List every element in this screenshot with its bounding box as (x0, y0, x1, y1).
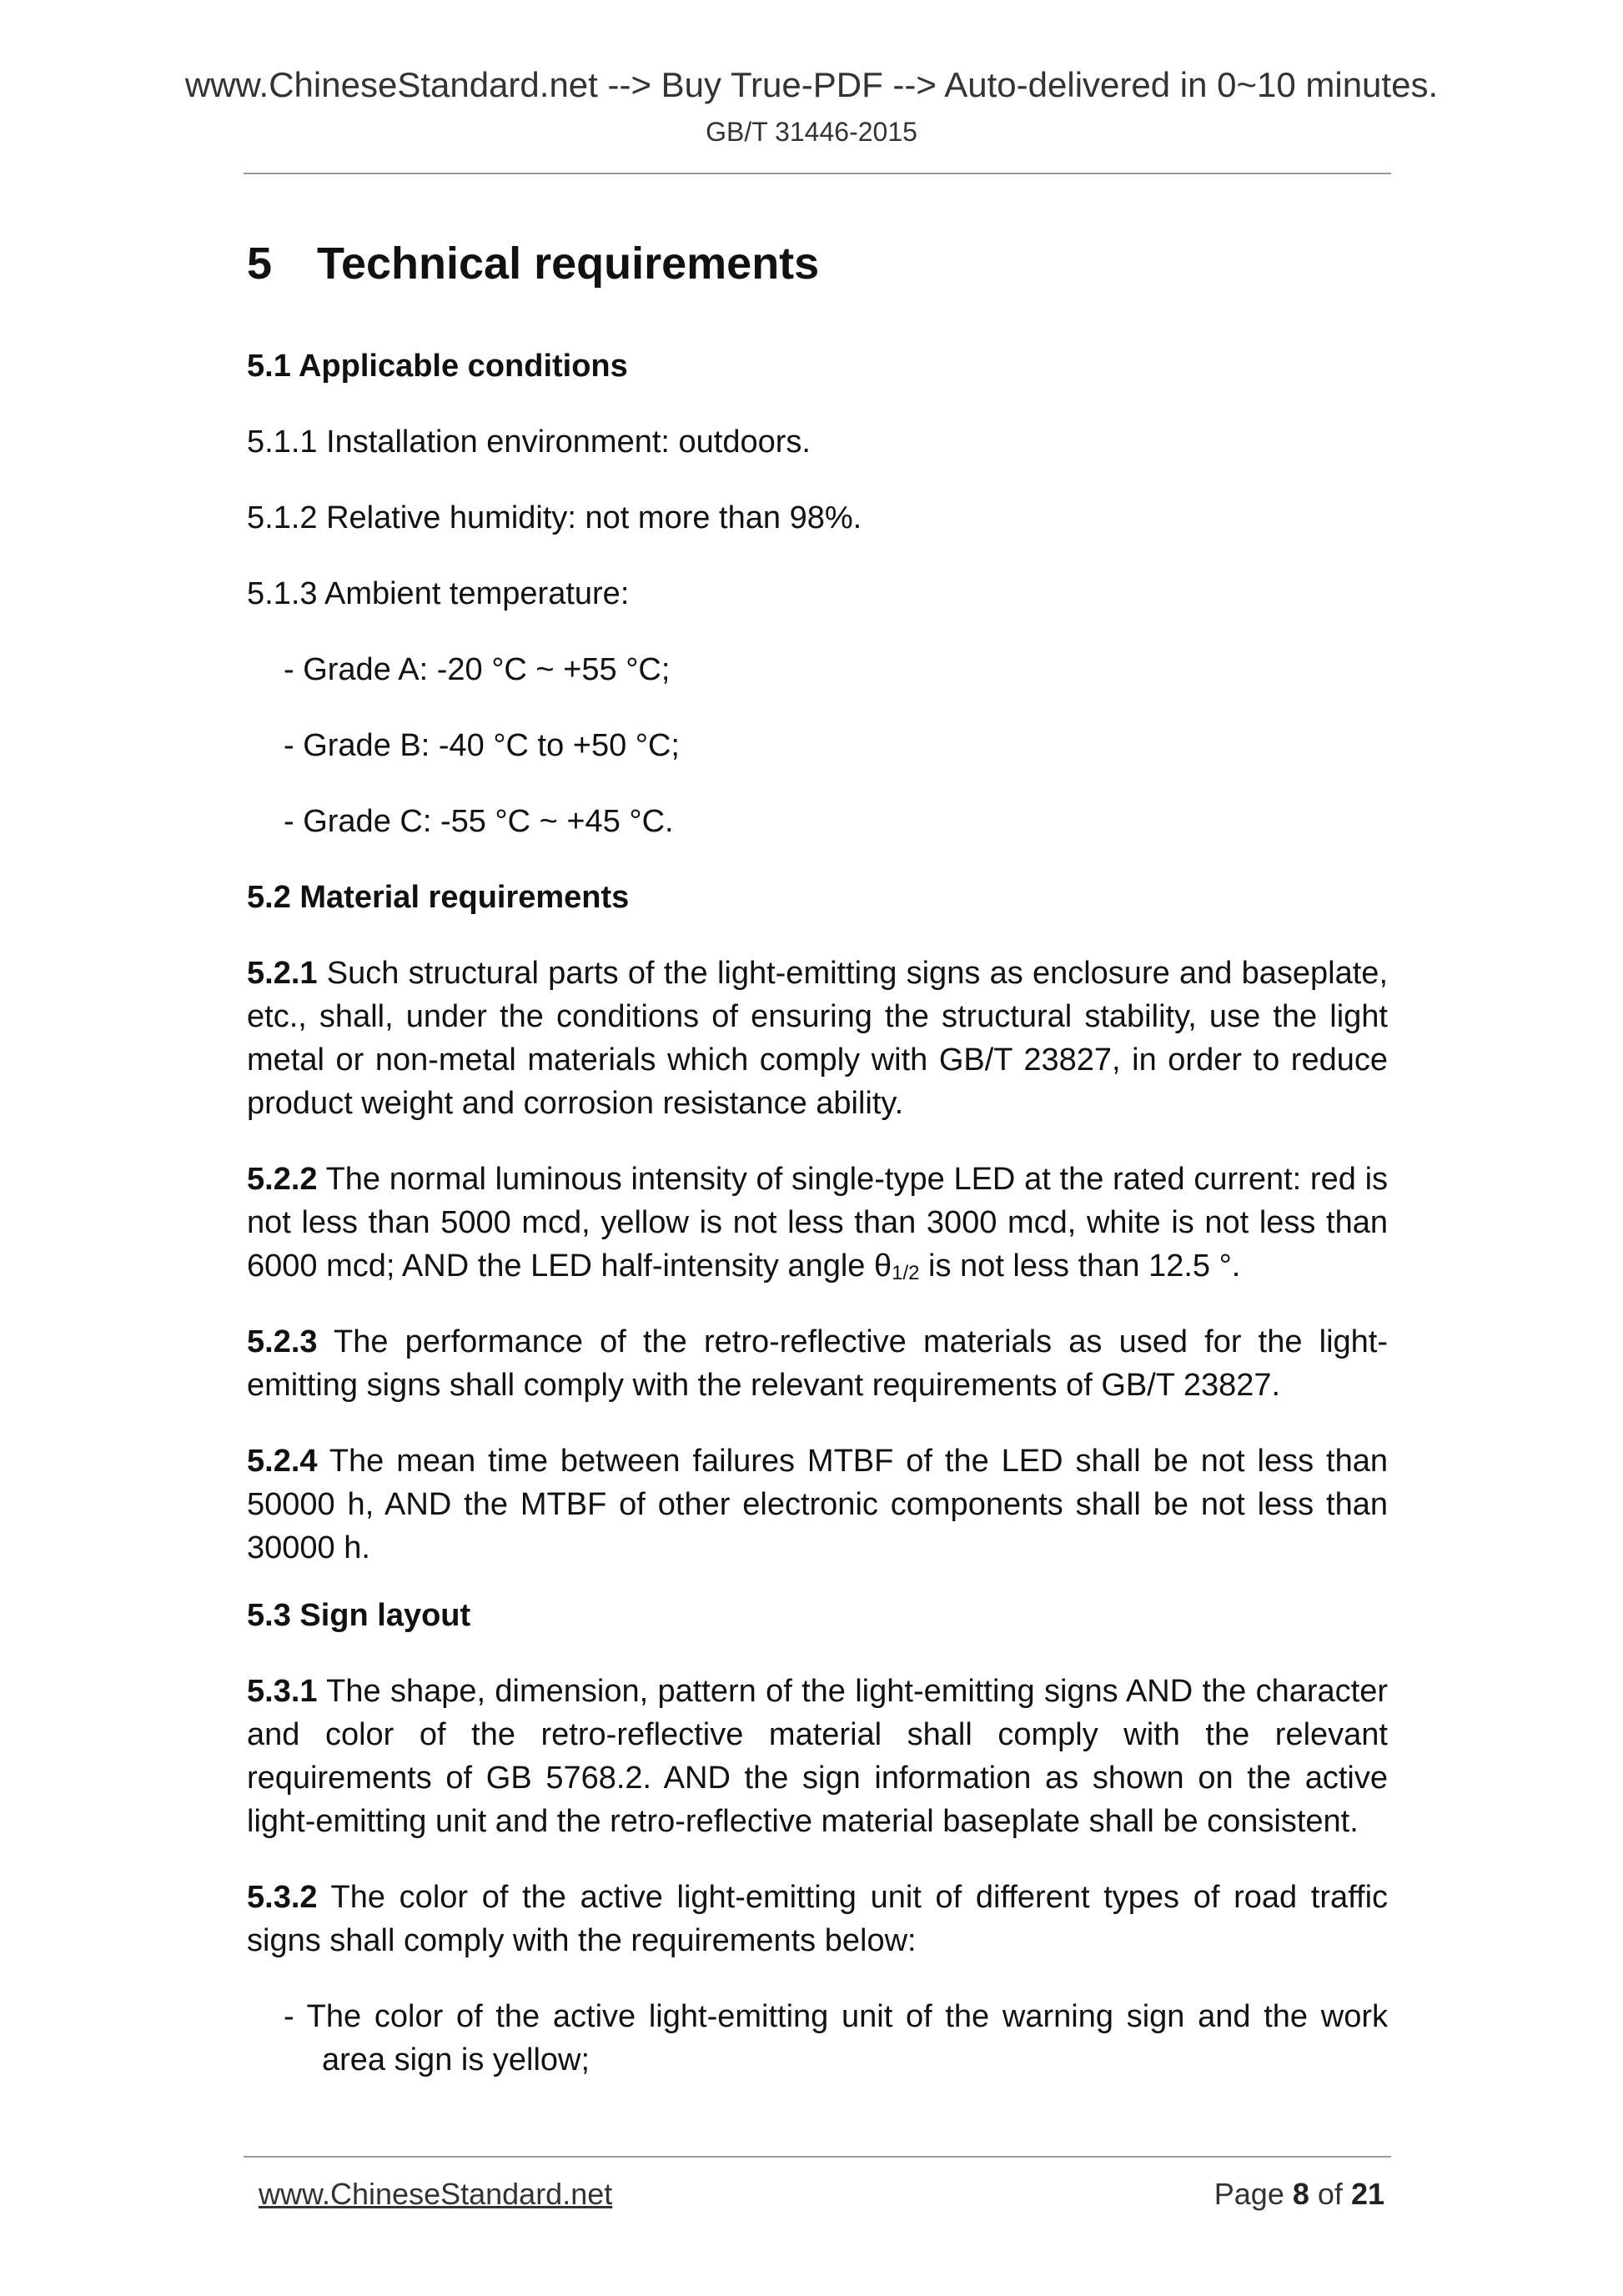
header-divider (244, 173, 1391, 174)
clause-number: 5.2.2 (247, 1162, 318, 1197)
footer-link[interactable]: www.ChineseStandard.net (259, 2177, 613, 2211)
subsection-heading-5-3: 5.3 Sign layout (247, 1598, 471, 1633)
page-header-standard-id: GB/T 31446-2015 (706, 117, 917, 147)
total-pages: 21 (1350, 2177, 1384, 2211)
subsection-heading-5-2: 5.2 Material requirements (247, 880, 630, 915)
clause-5-1-3: 5.1.3 Ambient temperature: (247, 576, 630, 611)
clause-5-2-3 (247, 1320, 1388, 1407)
clause-number: 5.2.4 (247, 1444, 318, 1479)
subscript: 1/2 (892, 1262, 920, 1284)
page-label: Page (1213, 2177, 1284, 2211)
clause-5-3-1 (247, 1670, 1388, 1843)
clause-5-1-1: 5.1.1 Installation environment: outdoors. (247, 425, 811, 460)
page-header-url: www.ChineseStandard.net --> Buy True-PDF --> Auto-delivered in 0~10 minutes. (184, 65, 1439, 104)
page-counter (1214, 2177, 1384, 2212)
grade-b-item: - Grade B: -40 °C to +50 °C; (284, 728, 680, 763)
warning-sign-color-item: - The color of the active light-emitting unit of the warning sign and the work area sign is yellow; (284, 1999, 1388, 2077)
clause-text: The shape, dimension, pattern of the light-emitting signs AND the character and color of the retro-reflective material shall comply with the relevant requirements of GB 5768.2. AND the sign information as shown on the active light-emitting unit and the retro-reflective material baseplate shall be consistent. (247, 1674, 1388, 1839)
clause-5-1-2: 5.1.2 Relative humidity: not more than 98%. (247, 500, 862, 535)
clause-text: The mean time between failures MTBF of the LED shall be not less than 50000 h, AND the MTBF of other electronic components shall be not less than 30000 h. (247, 1444, 1388, 1565)
clause-text: Such structural parts of the light-emitting signs as enclosure and baseplate, etc., shall, under the conditions of ensuring the structural stability, use the light metal or non-metal materials which comply with GB/T 23827, in order to reduce product weight and corrosion resistance ability. (247, 956, 1389, 1121)
of-label: of (1317, 2177, 1343, 2211)
grade-a-item: - Grade A: -20 °C ~ +55 °C; (284, 652, 671, 687)
section-heading (247, 238, 819, 289)
grade-c-item: - Grade C: -55 °C ~ +45 °C. (284, 804, 674, 839)
clause-number: 5.3.2 (247, 1880, 318, 1915)
clause-text-end: is not less than 12.5 °. (928, 1248, 1241, 1284)
clause-5-2-1 (247, 952, 1388, 1125)
clause-number: 5.3.1 (247, 1674, 318, 1709)
footer-divider (244, 2156, 1391, 2158)
clause-text: The normal luminous intensity of single-type LED at the rated current: red is not less than 5000 mcd, yellow is not less than 3000 mcd, white is not less than 6000 mcd; AND the LED half-intensity angle θ (247, 1162, 1389, 1284)
clause-text: The performance of the retro-reflective materials as used for the light-emitting signs shall comply with the relevant requirements of GB/T 23827. (247, 1324, 1389, 1403)
clause-text: The color of the active light-emitting unit of different types of road traffic signs shall comply with the requirements below: (247, 1880, 1389, 1958)
current-page: 8 (1292, 2177, 1309, 2211)
section-title: Technical requirements (317, 239, 820, 289)
clause-number: 5.2.3 (247, 1324, 318, 1359)
clause-number: 5.2.1 (247, 956, 318, 991)
clause-5-3-2 (247, 1876, 1388, 1962)
clause-5-2-2 (247, 1158, 1388, 1288)
subsection-heading-5-1: 5.1 Applicable conditions (247, 349, 628, 384)
clause-5-2-4 (247, 1439, 1388, 1570)
section-number: 5 (247, 239, 273, 289)
